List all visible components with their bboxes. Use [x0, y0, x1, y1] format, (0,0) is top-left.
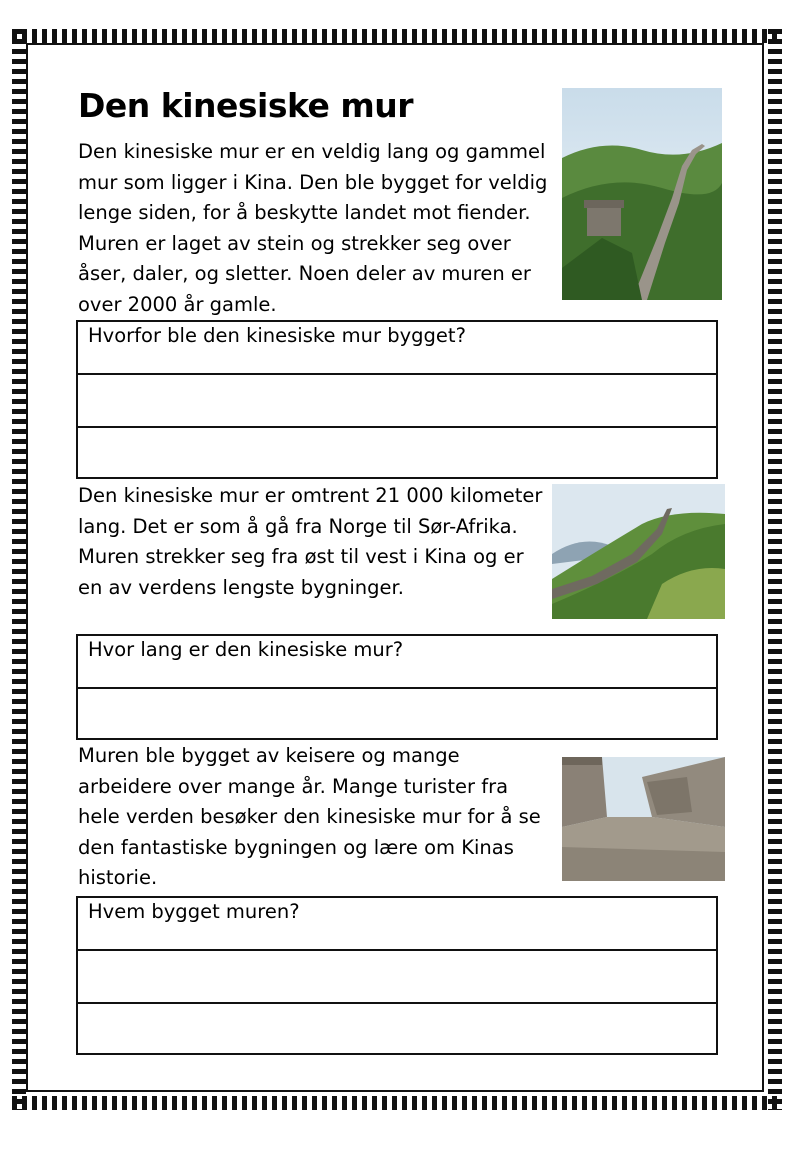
- answer-line-2a[interactable]: [78, 689, 716, 742]
- paragraph-history: Muren ble bygget av keisere og mange arbeidere over mange år. Mange turister fra hele verden besøker den kinesiske mur for å se den fantastiske bygningen og lære om Kinas historie.: [78, 744, 541, 889]
- border-left: [12, 29, 26, 1110]
- answer-line-1a[interactable]: [78, 375, 716, 428]
- great-wall-photo-1: [562, 88, 722, 300]
- question-3: Hvem bygget muren?: [78, 898, 716, 951]
- question-box-2: [76, 634, 718, 740]
- question-box-3: [76, 896, 718, 1055]
- paragraph-intro: Den kinesiske mur er en veldig lang og gammel mur som ligger i Kina. Den ble bygget for veldig lenge siden, for å beskytte landet mot fiender. Muren er laget av stein og strekker seg over åser, daler, og sletter. Noen deler av muren er over 2000 år gamle.: [78, 140, 548, 316]
- answer-line-3b[interactable]: [78, 1004, 716, 1057]
- great-wall-photo-3: [562, 757, 725, 881]
- worksheet-title: Den kinesiske mur: [78, 86, 414, 125]
- answer-line-1b[interactable]: [78, 428, 716, 481]
- border-top: [12, 29, 782, 43]
- question-box-1: [76, 320, 718, 479]
- paragraph-length: Den kinesiske mur er omtrent 21 000 kilometer lang. Det er som å gå fra Norge til Sør-Afrika. Muren strekker seg fra øst til vest i Kina og er en av verdens lengste bygninger.: [78, 484, 543, 599]
- question-1: Hvorfor ble den kinesiske mur bygget?: [78, 322, 716, 375]
- answer-line-3a[interactable]: [78, 951, 716, 1004]
- border-bottom: [12, 1096, 782, 1110]
- question-2: Hvor lang er den kinesiske mur?: [78, 636, 716, 689]
- great-wall-photo-2: [552, 484, 725, 619]
- border-right: [768, 29, 782, 1110]
